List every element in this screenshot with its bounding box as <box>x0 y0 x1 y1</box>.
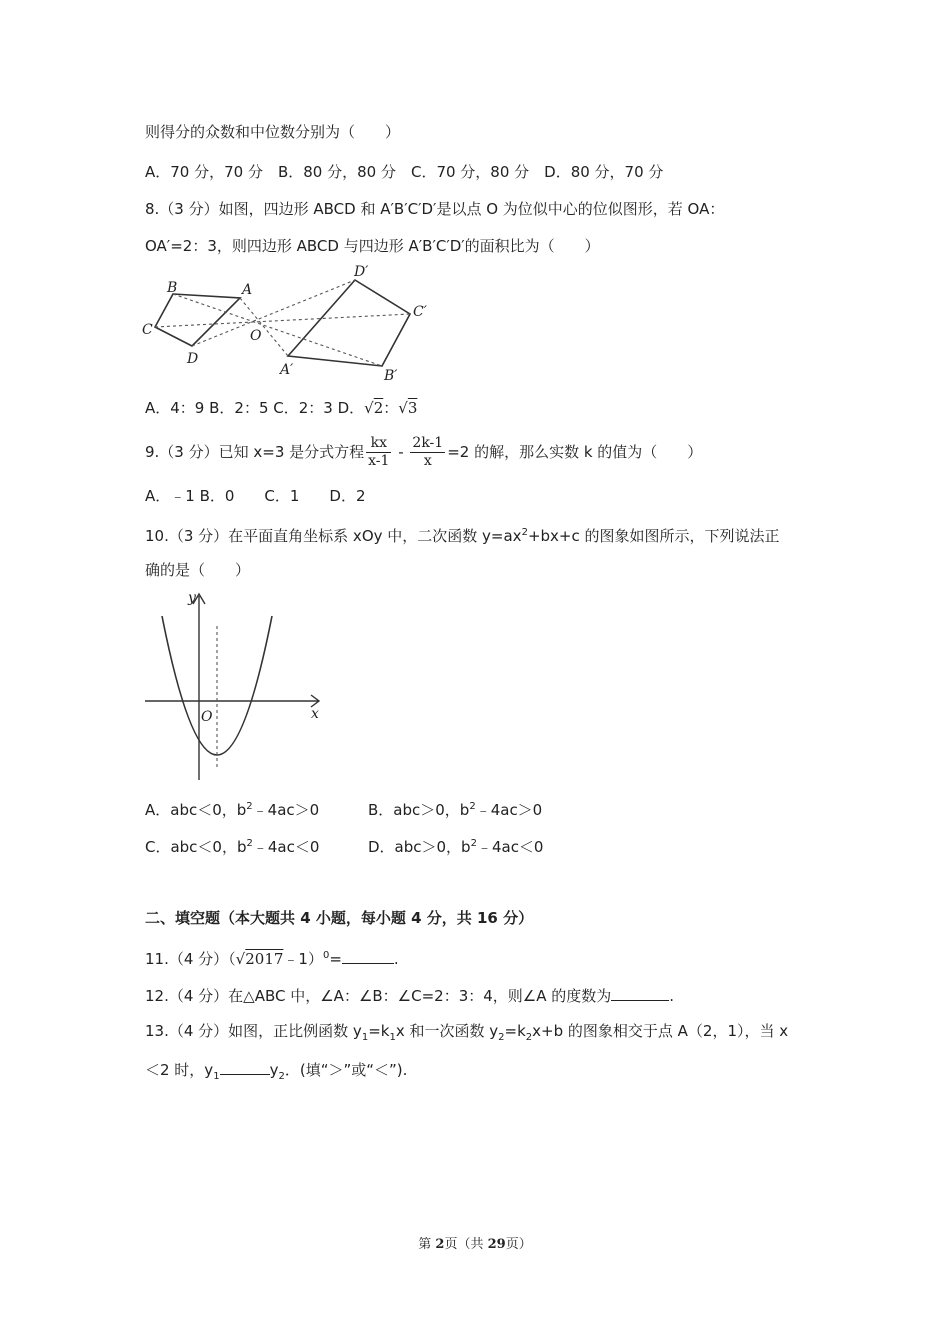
quadrilateral-abcd <box>155 294 240 346</box>
question-7-tail: 则得分的众数和中位数分别为（ ） <box>145 123 401 141</box>
question-10-option-a: A．abc＜0，$b^2﹣4ac>0$ <box>145 801 320 819</box>
fraction-kx-over-x-minus-1: $\frac{kx}{x-1}$ <box>368 435 390 469</box>
label-D-prime: D′ <box>354 264 369 280</box>
question-9-options: A．﹣1 B．0 C．1 D．2 <box>145 487 366 505</box>
label-D: D <box>187 351 199 367</box>
answer-blank-13[interactable] <box>220 1058 270 1075</box>
total-page-count: 29 <box>487 1237 506 1252</box>
label-A-prime: A′ <box>280 362 294 378</box>
question-7-options: A．70 分，70 分 B．80 分，80 分 C．70 分，80 分 D．80 分，70 分 <box>145 163 664 181</box>
question-11-text: 11.（4 分）（√2017﹣1）$^0$= . <box>145 946 399 969</box>
quadrilateral-a2b2c2d2 <box>288 280 410 366</box>
similar-quadrilaterals-figure <box>140 262 440 384</box>
answer-blank-12[interactable] <box>611 984 669 1001</box>
question-10-text-line1: 10.（3 分）在平面直角坐标系 xOy 中，二次函数 $y=ax^2+bx+c$ 的图象如图所示，下列说法正 <box>145 527 780 545</box>
page-footer: 第 2页（共 29页） <box>418 1237 532 1252</box>
label-B-prime: B′ <box>384 368 398 384</box>
label-C: C <box>142 322 153 338</box>
sqrt-2: √2 <box>364 399 384 417</box>
question-12-text: 12.（4 分）在△ABC 中，∠A：∠B：∠C=2：3：4，则∠A 的度数为 . <box>145 984 674 1006</box>
fraction-2k-minus-1-over-x: $\frac{2k-1}{x}$ <box>412 435 444 469</box>
question-13-text-line1: 13.（4 分）如图，正比例函数 $y_1=k_1x$ 和一次函数 $y_2=k_2x+b$ 的图象相交于点 A（2，1），当 x <box>145 1022 789 1043</box>
label-origin: O <box>201 709 213 725</box>
answer-blank-11[interactable] <box>342 947 394 964</box>
label-B: B <box>167 280 178 296</box>
question-10-option-b: B．abc＞0，$b^2﹣4ac>0$ <box>368 801 543 819</box>
parabola-figure <box>140 588 330 784</box>
question-8-text-line2: OA′=2：3，则四边形 ABCD 与四边形 A′B′C′D′的面积比为（ ） <box>145 237 600 255</box>
section-2-heading: 二、填空题（本大题共 4 小题，每小题 4 分，共 16 分） <box>145 909 534 927</box>
label-y: y <box>188 590 196 606</box>
label-A: A <box>242 282 253 298</box>
current-page-number: 2 <box>435 1237 445 1252</box>
question-10-option-c: C．abc＜0，$b^2﹣4ac<0$ <box>145 838 320 856</box>
question-8-options: A．4：9 B．2：5 C．2：3 D．√2：√3 <box>145 399 418 417</box>
sqrt-2017: √2017 <box>235 950 284 968</box>
question-13-text-line2: ＜2 时，$y_1$ $y_2$．(填“＞”或“＜”). <box>145 1058 407 1087</box>
sqrt-3: √3 <box>398 399 418 417</box>
label-C-prime: C′ <box>413 304 427 320</box>
question-8-text-line1: 8.（3 分）如图，四边形 ABCD 和 A′B′C′D′是以点 O 为位似中心的位似图形，若 OA： <box>145 200 725 218</box>
question-9-text: 9.（3 分）已知 x=3 是分式方程 $\frac{kx}{x-1}$ - $\frac{2k-1}{x}$ =2 的解，那么实数 k 的值为（ ） <box>145 435 703 469</box>
question-10-text-line2: 确的是（ ） <box>145 561 251 579</box>
label-x: x <box>311 706 319 722</box>
label-O: O <box>250 328 262 344</box>
question-10-option-d: D．abc＞0，$b^2﹣4ac<0$ <box>368 838 544 856</box>
